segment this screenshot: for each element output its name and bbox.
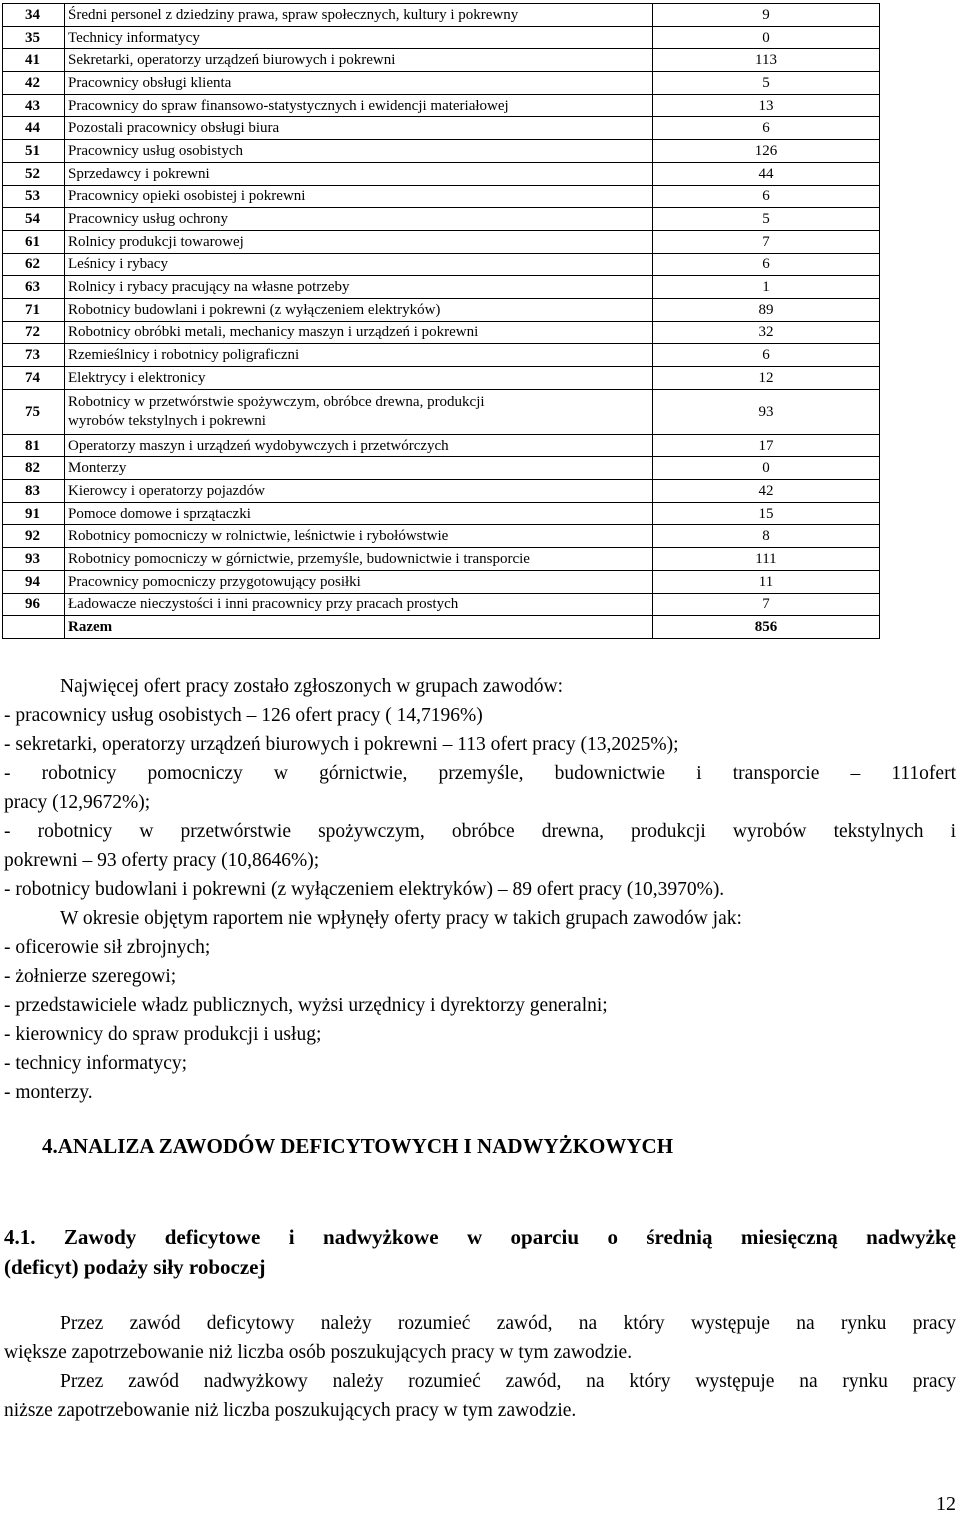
occupation-code: 75 — [3, 389, 65, 434]
table-total-row — [3, 616, 880, 639]
offer-count: 17 — [653, 434, 880, 457]
table-row — [3, 480, 880, 503]
offer-count: 0 — [653, 457, 880, 480]
no-offers-item: - kierownicy do spraw produkcji i usług; — [4, 1024, 322, 1045]
occupation-offers-table — [2, 3, 880, 639]
offer-count: 93 — [653, 389, 880, 434]
occupation-name — [65, 389, 653, 434]
subsection-heading-line2: (deficyt) podaży siły roboczej — [4, 1255, 266, 1279]
occupation-name: Technicy informatycy — [65, 26, 653, 49]
occupation-code: 61 — [3, 230, 65, 253]
occupation-code: 43 — [3, 94, 65, 117]
occupation-name-line1: Robotnicy w przetwórstwie spożywczym, obróbce drewna, produkcji — [68, 393, 485, 410]
table-row — [3, 117, 880, 140]
occupation-code: 73 — [3, 344, 65, 367]
table-row — [3, 548, 880, 571]
summary-section — [4, 672, 956, 1107]
offer-count: 15 — [653, 502, 880, 525]
occupation-code: 94 — [3, 570, 65, 593]
offer-count: 44 — [653, 162, 880, 185]
occupation-name: Pracownicy usług osobistych — [65, 140, 653, 163]
offer-count: 5 — [653, 208, 880, 231]
summary-intro: Najwięcej ofert pracy zostało zgłoszonych w grupach zawodów: — [60, 676, 564, 697]
no-offers-item: - przedstawiciele władz publicznych, wyżsi urzędnicy i dyrektorzy generalni; — [4, 995, 608, 1016]
surplus-definition-line1: Przez zawód nadwyżkowy należy rozumieć zawód, na który występuje na rynku pracy — [60, 1371, 956, 1392]
offer-count: 6 — [653, 344, 880, 367]
table-row — [3, 26, 880, 49]
offer-count: 42 — [653, 480, 880, 503]
definitions — [4, 1309, 956, 1425]
occupation-name: Pracownicy obsługi klienta — [65, 72, 653, 95]
occupation-name: Sekretarki, operatorzy urządzeń biurowych i pokrewni — [65, 49, 653, 72]
total-value: 856 — [653, 616, 880, 639]
summary-item: - robotnicy pomocniczy w górnictwie, przemyśle, budownictwie i transporcie – 111ofert — [4, 763, 956, 784]
table-row — [3, 525, 880, 548]
table-row — [3, 162, 880, 185]
subsection-heading-line1: 4.1. Zawody deficytowe i nadwyżkowe w oparciu o średnią miesięczną nadwyżkę — [4, 1225, 956, 1249]
no-offers-item: - żołnierze szeregowi; — [4, 966, 177, 987]
occupation-code: 63 — [3, 276, 65, 299]
occupation-name: Leśnicy i rybacy — [65, 253, 653, 276]
no-offers-intro: W okresie objętym raportem nie wpłynęły oferty pracy w takich grupach zawodów jak: — [60, 908, 742, 929]
offer-count: 1 — [653, 276, 880, 299]
summary-item: - robotnicy w przetwórstwie spożywczym, obróbce drewna, produkcji wyrobów tekstylnych i — [4, 821, 956, 842]
offer-count: 7 — [653, 230, 880, 253]
occupation-code: 42 — [3, 72, 65, 95]
deficit-definition-line2: większe zapotrzebowanie niż liczba osób poszukujących pracy w tym zawodzie. — [4, 1342, 633, 1363]
occupation-name: Kierowcy i operatorzy pojazdów — [65, 480, 653, 503]
occupation-code: 74 — [3, 367, 65, 390]
occupation-name: Robotnicy pomocniczy w rolnictwie, leśnictwie i rybołówstwie — [65, 525, 653, 548]
occupation-name: Pracownicy opieki osobistej i pokrewni — [65, 185, 653, 208]
occupation-code: 91 — [3, 502, 65, 525]
occupation-name: Monterzy — [65, 457, 653, 480]
offer-count: 11 — [653, 570, 880, 593]
table-row — [3, 49, 880, 72]
table-row — [3, 185, 880, 208]
offer-count: 0 — [653, 26, 880, 49]
table-row — [3, 253, 880, 276]
summary-item: - pracownicy usług osobistych – 126 ofert pracy ( 14,7196%) — [4, 705, 483, 726]
offer-count: 126 — [653, 140, 880, 163]
occupation-code: 81 — [3, 434, 65, 457]
summary-item-continuation: pokrewni – 93 oferty pracy (10,8646%); — [4, 850, 320, 871]
summary-item: - robotnicy budowlani i pokrewni (z wyłączeniem elektryków) – 89 ofert pracy (10,3970%). — [4, 879, 725, 900]
table-row — [3, 502, 880, 525]
occupation-code: 62 — [3, 253, 65, 276]
offer-count: 9 — [653, 4, 880, 27]
occupation-code: 34 — [3, 4, 65, 27]
table-row — [3, 434, 880, 457]
occupation-name: Rzemieślnicy i robotnicy poligraficzni — [65, 344, 653, 367]
occupation-code: 52 — [3, 162, 65, 185]
offer-count: 113 — [653, 49, 880, 72]
section-heading: 4.ANALIZA ZAWODÓW DEFICYTOWYCH I NADWYŻKOWYCH — [42, 1134, 674, 1158]
no-offers-item: - oficerowie sił zbrojnych; — [4, 937, 211, 958]
offer-count: 111 — [653, 548, 880, 571]
table-row — [3, 298, 880, 321]
summary-item: - sekretarki, operatorzy urządzeń biurowych i pokrewni – 113 ofert pracy (13,2025%); — [4, 734, 679, 755]
total-code — [3, 616, 65, 639]
table-row — [3, 230, 880, 253]
occupation-code: 54 — [3, 208, 65, 231]
offer-count: 8 — [653, 525, 880, 548]
occupation-name: Robotnicy pomocniczy w górnictwie, przemyśle, budownictwie i transporcie — [65, 548, 653, 571]
occupation-name: Średni personel z dziedziny prawa, spraw społecznych, kultury i pokrewny — [65, 4, 653, 27]
occupation-code: 44 — [3, 117, 65, 140]
occupation-name: Operatorzy maszyn i urządzeń wydobywczych i przetwórczych — [65, 434, 653, 457]
table-row — [3, 321, 880, 344]
table-body — [3, 4, 880, 639]
offer-count: 6 — [653, 117, 880, 140]
occupation-name: Pozostali pracownicy obsługi biura — [65, 117, 653, 140]
total-label: Razem — [65, 616, 653, 639]
offer-count: 12 — [653, 367, 880, 390]
occupation-code: 51 — [3, 140, 65, 163]
occupation-code: 71 — [3, 298, 65, 321]
no-offers-item: - monterzy. — [4, 1082, 93, 1103]
occupation-name: Pomoce domowe i sprzątaczki — [65, 502, 653, 525]
occupation-name: Elektrycy i elektronicy — [65, 367, 653, 390]
occupation-code: 93 — [3, 548, 65, 571]
offer-count: 5 — [653, 72, 880, 95]
occupation-name-line2: wyrobów tekstylnych i pokrewni — [68, 412, 266, 429]
surplus-definition-line2: niższe zapotrzebowanie niż liczba poszukujących pracy w tym zawodzie. — [4, 1400, 577, 1421]
table-row — [3, 593, 880, 616]
subsection-heading — [4, 1222, 956, 1282]
occupation-code: 92 — [3, 525, 65, 548]
table-row — [3, 208, 880, 231]
offer-count: 7 — [653, 593, 880, 616]
occupation-code: 41 — [3, 49, 65, 72]
table-row — [3, 344, 880, 367]
offer-count: 6 — [653, 253, 880, 276]
occupation-name: Sprzedawcy i pokrewni — [65, 162, 653, 185]
table-row — [3, 140, 880, 163]
offer-count: 6 — [653, 185, 880, 208]
page-number: 12 — [936, 1493, 956, 1515]
occupation-name: Robotnicy obróbki metali, mechanicy maszyn i urządzeń i pokrewni — [65, 321, 653, 344]
summary-item-continuation: pracy (12,9672%); — [4, 792, 151, 813]
table-row — [3, 570, 880, 593]
table-row — [3, 4, 880, 27]
occupation-code: 35 — [3, 26, 65, 49]
occupation-name: Pracownicy pomocniczy przygotowujący posiłki — [65, 570, 653, 593]
table-row — [3, 94, 880, 117]
occupation-name: Rolnicy i rybacy pracujący na własne potrzeby — [65, 276, 653, 299]
occupation-name: Ładowacze nieczystości i inni pracownicy przy pracach prostych — [65, 593, 653, 616]
occupation-code: 72 — [3, 321, 65, 344]
no-offers-item: - technicy informatycy; — [4, 1053, 188, 1074]
offer-count: 32 — [653, 321, 880, 344]
table-row — [3, 457, 880, 480]
occupation-code: 83 — [3, 480, 65, 503]
table-row — [3, 389, 880, 434]
table-row — [3, 367, 880, 390]
table-row — [3, 72, 880, 95]
occupation-code: 96 — [3, 593, 65, 616]
occupation-code: 82 — [3, 457, 65, 480]
occupation-code: 53 — [3, 185, 65, 208]
occupation-name: Pracownicy usług ochrony — [65, 208, 653, 231]
occupation-name: Pracownicy do spraw finansowo-statystycznych i ewidencji materiałowej — [65, 94, 653, 117]
occupation-name: Robotnicy budowlani i pokrewni (z wyłączeniem elektryków) — [65, 298, 653, 321]
occupation-name: Rolnicy produkcji towarowej — [65, 230, 653, 253]
offer-count: 89 — [653, 298, 880, 321]
deficit-definition-line1: Przez zawód deficytowy należy rozumieć zawód, na który występuje na rynku pracy — [60, 1313, 956, 1334]
offer-count: 13 — [653, 94, 880, 117]
table-row — [3, 276, 880, 299]
